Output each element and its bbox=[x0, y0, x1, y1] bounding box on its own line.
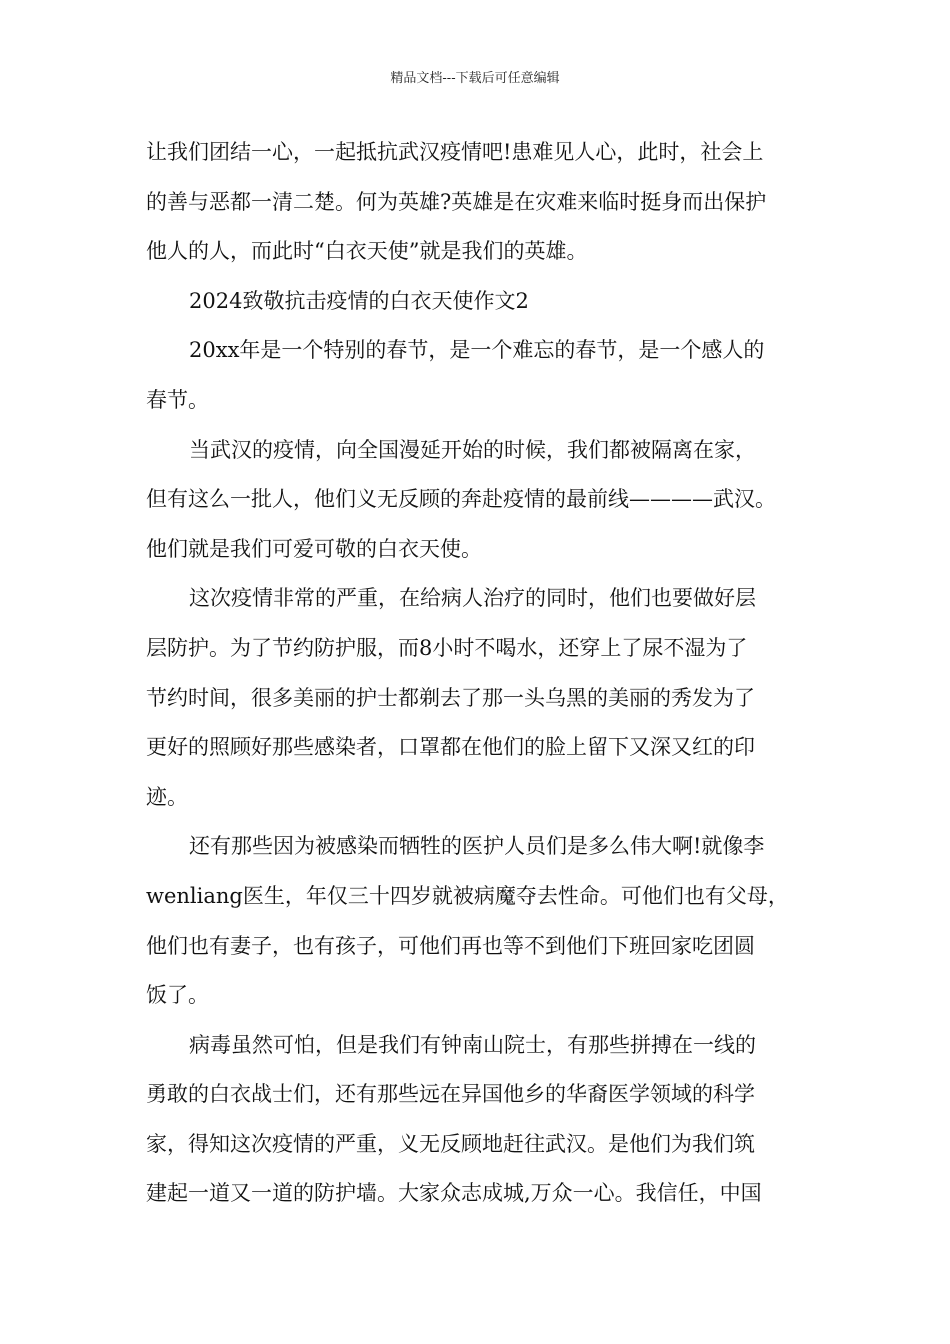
text-line: 他人的人，而此时“白衣天使”就是我们的英雄。 bbox=[146, 239, 588, 264]
text-line: 让我们团结一心，一起抵抗武汉疫情吧!患难见人心，此时，社会上 bbox=[146, 140, 764, 164]
text-line: 当武汉的疫情，向全国漫延开始的时候，我们都被隔离在家， bbox=[189, 437, 756, 462]
text-line: 还有那些因为被感染而牺牲的医护人员们是多么伟大啊!就像李 bbox=[189, 834, 765, 859]
text-line: 饭了。 bbox=[146, 983, 209, 1008]
page-header: 精品文档---下载后可任意编辑 bbox=[390, 71, 560, 86]
text-line: 节约时间，很多美丽的护士都剃去了那一头乌黑的美丽的秀发为了 bbox=[146, 685, 755, 710]
text-line: 20xx年是一个特别的春节，是一个难忘的春节，是一个感人的 bbox=[189, 338, 765, 363]
text-line: 勇敢的白衣战士们，还有那些远在异国他乡的华裔医学领域的科学 bbox=[146, 1082, 755, 1107]
text-line: 更好的照顾好那些感染者，口罩都在他们的脸上留下又深又红的印 bbox=[146, 735, 755, 760]
text-line: 层防护。为了节约防护服，而8小时不喝水，还穿上了尿不湿为了 bbox=[146, 635, 748, 660]
text-line: 家，得知这次疫情的严重，义无反顾地赶往武汉。是他们为我们筑 bbox=[146, 1131, 755, 1156]
text-line: 迹。 bbox=[146, 784, 188, 809]
section-title: 2024致敬抗击疫情的白衣天使作文2 bbox=[189, 288, 529, 313]
text-line: 建起一道又一道的防护墙。大家众志成城,万众一心。我信任，中国 bbox=[146, 1181, 762, 1206]
text-line: 这次疫情非常的严重，在给病人治疗的同时，他们也要做好层 bbox=[189, 586, 756, 611]
text-line: 的善与恶都一清二楚。何为英雄?英雄是在灾难来临时挺身而出保护 bbox=[146, 189, 767, 214]
text-line: 他们也有妻子，也有孩子，可他们再也等不到他们下班回家吃团圆 bbox=[146, 933, 755, 958]
text-line: 但有这么一批人，他们义无反顾的奔赴疫情的最前线————武汉。 bbox=[146, 487, 776, 512]
text-line: wenliang医生，年仅三十四岁就被病魔夺去性命。可他们也有父母， bbox=[146, 883, 789, 908]
text-line: 他们就是我们可爱可敬的白衣天使。 bbox=[146, 536, 482, 561]
text-line: 病毒虽然可怕，但是我们有钟南山院士，有那些拼搏在一线的 bbox=[189, 1032, 756, 1057]
text-line: 春节。 bbox=[146, 387, 209, 412]
document-body bbox=[146, 128, 828, 1219]
